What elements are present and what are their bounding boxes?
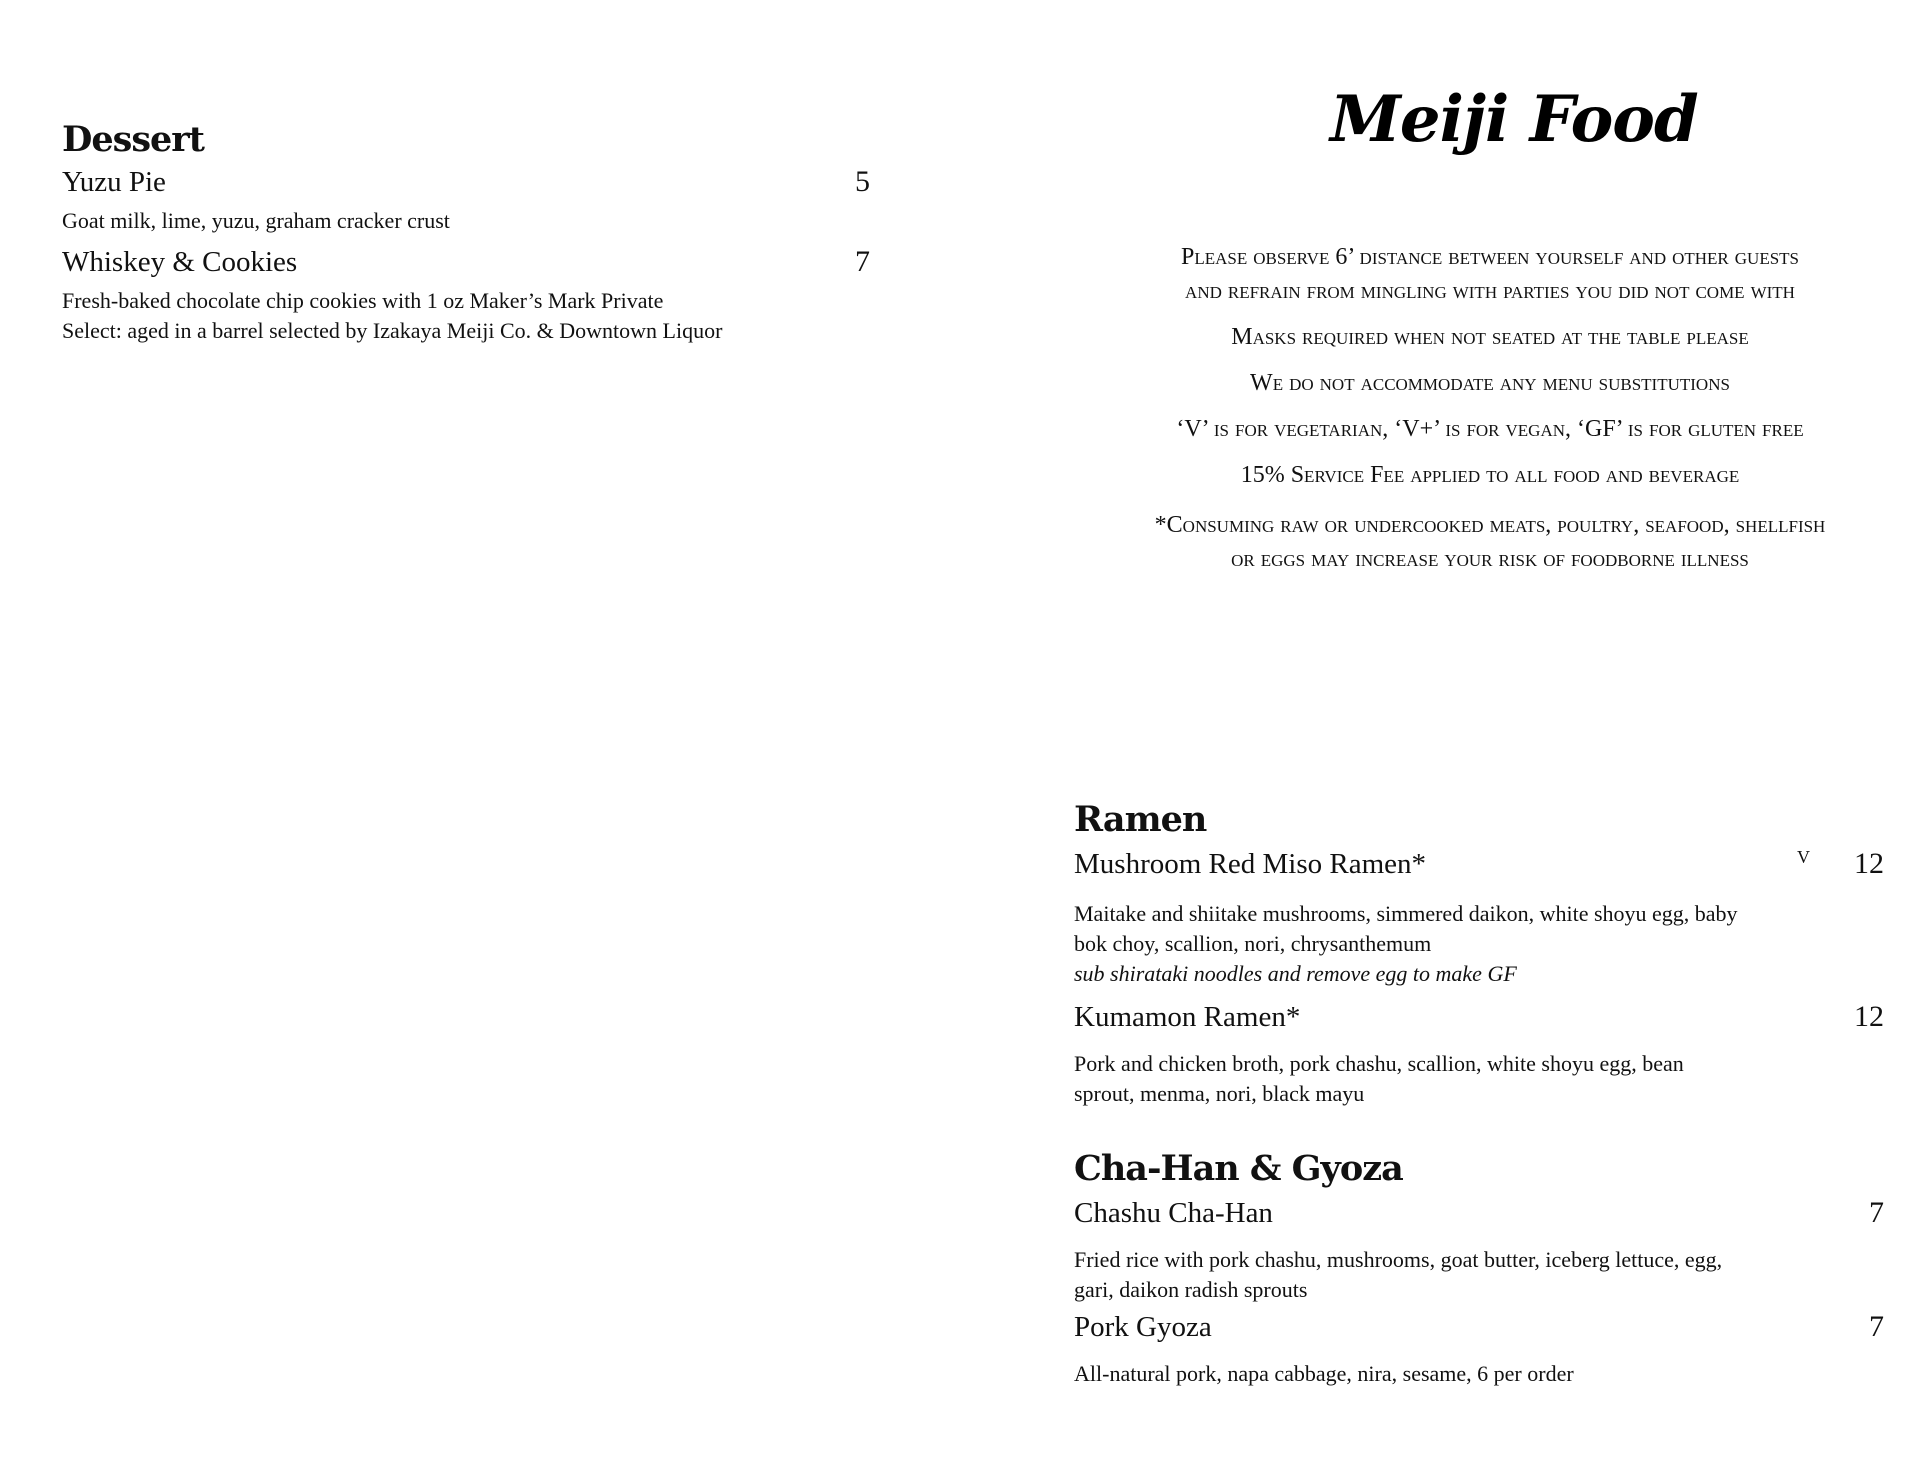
- notices-block: [1070, 240, 1910, 588]
- section-title-dessert: Dessert: [62, 119, 204, 160]
- item-description-line: bok choy, scallion, nori, chrysanthemum: [1074, 931, 1432, 956]
- dessert-section: [62, 118, 870, 354]
- item-description-line: sprout, menma, nori, black mayu: [1074, 1081, 1365, 1106]
- item-price: 12: [1854, 847, 1884, 880]
- item-name: Whiskey & Cookies: [62, 246, 298, 278]
- item-price: 12: [1854, 1000, 1884, 1033]
- notice-service-fee: 15% Service Fee applied to all food and beverage: [1240, 462, 1740, 488]
- notice-line: and refrain from mingling with parties you did not come with: [1185, 278, 1795, 304]
- item-description-line: Pork and chicken broth, pork chashu, scallion, white shoyu egg, bean: [1074, 1051, 1684, 1076]
- item-name: Pork Gyoza: [1074, 1311, 1212, 1343]
- item-description: [62, 286, 870, 346]
- notice-diet-key: ‘V’ is for vegetarian, ‘V+’ is for vegan, ‘GF’ is for gluten free: [1176, 416, 1804, 442]
- menu-item-mushroom-ramen: [1074, 846, 1884, 989]
- item-price: 7: [1869, 1310, 1884, 1343]
- menu-item-kumamon-ramen: [1074, 999, 1884, 1109]
- main-menu-section: [1074, 798, 1884, 1389]
- item-description: [1074, 1245, 1774, 1305]
- notice-substitutions: We do not accommodate any menu substitutions: [1250, 370, 1730, 396]
- notice-raw-warning: [1070, 508, 1910, 576]
- item-description: [1074, 899, 1774, 989]
- diet-tag: V: [1797, 847, 1810, 867]
- item-price-group: [1797, 846, 1884, 885]
- menu-item-header: [62, 164, 870, 200]
- item-name: Chashu Cha-Han: [1074, 1197, 1273, 1229]
- item-price: 5: [855, 165, 870, 198]
- item-name: Mushroom Red Miso Ramen*: [1074, 848, 1427, 880]
- menu-item-whiskey-cookies: [62, 244, 870, 346]
- item-description: All-natural pork, napa cabbage, nira, sesame, 6 per order: [1074, 1361, 1574, 1386]
- menu-item-header: [1074, 1195, 1884, 1231]
- item-name: Yuzu Pie: [62, 166, 166, 198]
- item-description: Goat milk, lime, yuzu, graham cracker crust: [62, 208, 450, 233]
- item-description: [1074, 1049, 1774, 1109]
- item-description-line: Select: aged in a barrel selected by Izakaya Meiji Co. & Downtown Liquor: [62, 318, 723, 343]
- menu-item-header: [1074, 999, 1884, 1035]
- restaurant-logo: Meiji Food: [1330, 82, 1698, 157]
- item-price: 7: [1869, 1196, 1884, 1229]
- menu-item-header: [1074, 1309, 1884, 1345]
- notice-line: or eggs may increase your risk of foodborne illness: [1231, 546, 1749, 572]
- menu-item-pork-gyoza: [1074, 1309, 1884, 1389]
- item-note: sub shirataki noodles and remove egg to make GF: [1074, 961, 1517, 986]
- section-title-chahan: Cha-Han & Gyoza: [1074, 1148, 1403, 1189]
- item-description-line: gari, daikon radish sprouts: [1074, 1277, 1308, 1302]
- section-title-ramen: Ramen: [1074, 799, 1207, 840]
- notice-line: Please observe 6’ distance between yourself and other guests: [1181, 244, 1799, 270]
- item-description-line: Fresh-baked chocolate chip cookies with 1 oz Maker’s Mark Private: [62, 288, 664, 313]
- menu-item-yuzu-pie: [62, 164, 870, 236]
- notice-masks: Masks required when not seated at the table please: [1231, 324, 1749, 350]
- item-description-line: Maitake and shiitake mushrooms, simmered daikon, white shoyu egg, baby: [1074, 901, 1738, 926]
- notice-distance: [1070, 240, 1910, 308]
- item-name: Kumamon Ramen*: [1074, 1001, 1301, 1033]
- menu-item-chashu-chahan: [1074, 1195, 1884, 1305]
- notice-line: *Consuming raw or undercooked meats, poultry, seafood, shellfish: [1154, 512, 1826, 538]
- item-price: 7: [855, 245, 870, 278]
- item-description-line: Fried rice with pork chashu, mushrooms, goat butter, iceberg lettuce, egg,: [1074, 1247, 1723, 1272]
- menu-item-header: [1074, 846, 1884, 885]
- menu-item-header: [62, 244, 870, 280]
